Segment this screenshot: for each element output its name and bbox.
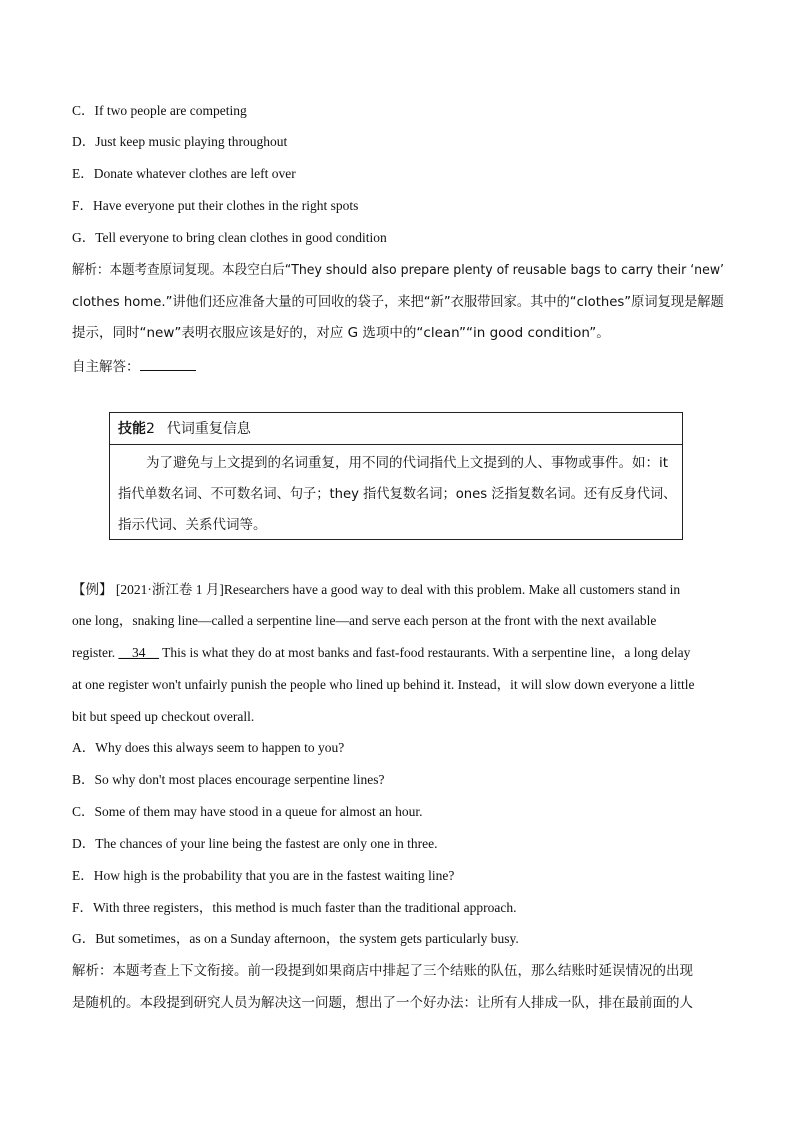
analysis-line: 提示，同时“new”表明衣服应该是好的，对应 G 选项中的“clean”“in good condition”。 <box>72 325 610 341</box>
example-line: one long，snaking line—called a serpentine line—and serve each person at the front with the next available <box>72 613 657 628</box>
option-c: C．If two people are competing <box>72 103 247 118</box>
example-line <box>72 644 690 662</box>
skill-number: 2 <box>146 421 155 437</box>
example-line: bit but speed up checkout overall. <box>72 709 255 724</box>
example-line: at one register won't unfairly punish the people who lined up behind it. Instead，it will slow down everyone a little <box>72 677 695 692</box>
example-line: 【例】 [2021·浙江卷 1 月]Researchers have a good way to deal with this problem. Make all customers stand in <box>72 582 681 597</box>
option-c: C．Some of them may have stood in a queue for almost an hour. <box>72 804 423 819</box>
skill-text-line: 指示代词、关系代词等。 <box>118 517 267 533</box>
analysis-line: 是随机的。本段提到研究人员为解决这一问题，想出了一个好办法：让所有人排成一队，排在最前面的人 <box>72 995 693 1011</box>
example-text: register. <box>72 645 119 660</box>
option-f: F．With three registers，this method is much faster than the traditional approach. <box>72 900 517 915</box>
self-answer-label: 自主解答： <box>72 359 140 375</box>
skill-title <box>118 420 251 438</box>
option-e: E．How high is the probability that you are in the fastest waiting line? <box>72 868 455 883</box>
analysis-line: clothes home.”讲他们还应准备大量的可回收的袋子，来把“新”衣服带回家。其中的“clothes”原词复现是解题 <box>72 294 724 310</box>
blank-number: __34__ <box>118 645 159 660</box>
answer-blank[interactable] <box>140 356 196 371</box>
option-a: A．Why does this always seem to happen to you? <box>72 740 345 755</box>
self-answer <box>72 356 196 376</box>
example-text: This is what they do at most banks and fast-food restaurants. With a serpentine line，a long delay <box>159 645 691 660</box>
skill-text-line: 为了避免与上文提到的名词重复，用不同的代词指代上文提到的人、事物或事件。如：it <box>146 455 669 471</box>
analysis-line: 解析：本题考查上下文衔接。前一段提到如果商店中排起了三个结账的队伍，那么结账时延误情况的出现 <box>72 963 693 979</box>
option-g: G．But sometimes，as on a Sunday afternoon，the system gets particularly busy. <box>72 931 519 946</box>
analysis-line: 解析：本题考查原词复现。本段空白后“They should also prepare plenty of reusable bags to carry their ‘new’ <box>72 262 725 278</box>
option-d: D．Just keep music playing throughout <box>72 134 288 149</box>
option-g: G．Tell everyone to bring clean clothes in good condition <box>72 230 387 245</box>
skill-box <box>109 412 683 540</box>
skill-heading: 代词重复信息 <box>166 421 251 437</box>
option-f: F．Have everyone put their clothes in the right spots <box>72 198 359 213</box>
option-e: E．Donate whatever clothes are left over <box>72 166 296 181</box>
skill-box-header <box>110 413 682 445</box>
option-b: B．So why don't most places encourage serpentine lines? <box>72 772 385 787</box>
skill-label: 技能 <box>118 421 146 437</box>
option-d: D．The chances of your line being the fastest are only one in three. <box>72 836 438 851</box>
skill-text-line: 指代单数名词、不可数名词、句子；they 指代复数名词；ones 泛指复数名词。还有反身代词、 <box>118 486 677 502</box>
